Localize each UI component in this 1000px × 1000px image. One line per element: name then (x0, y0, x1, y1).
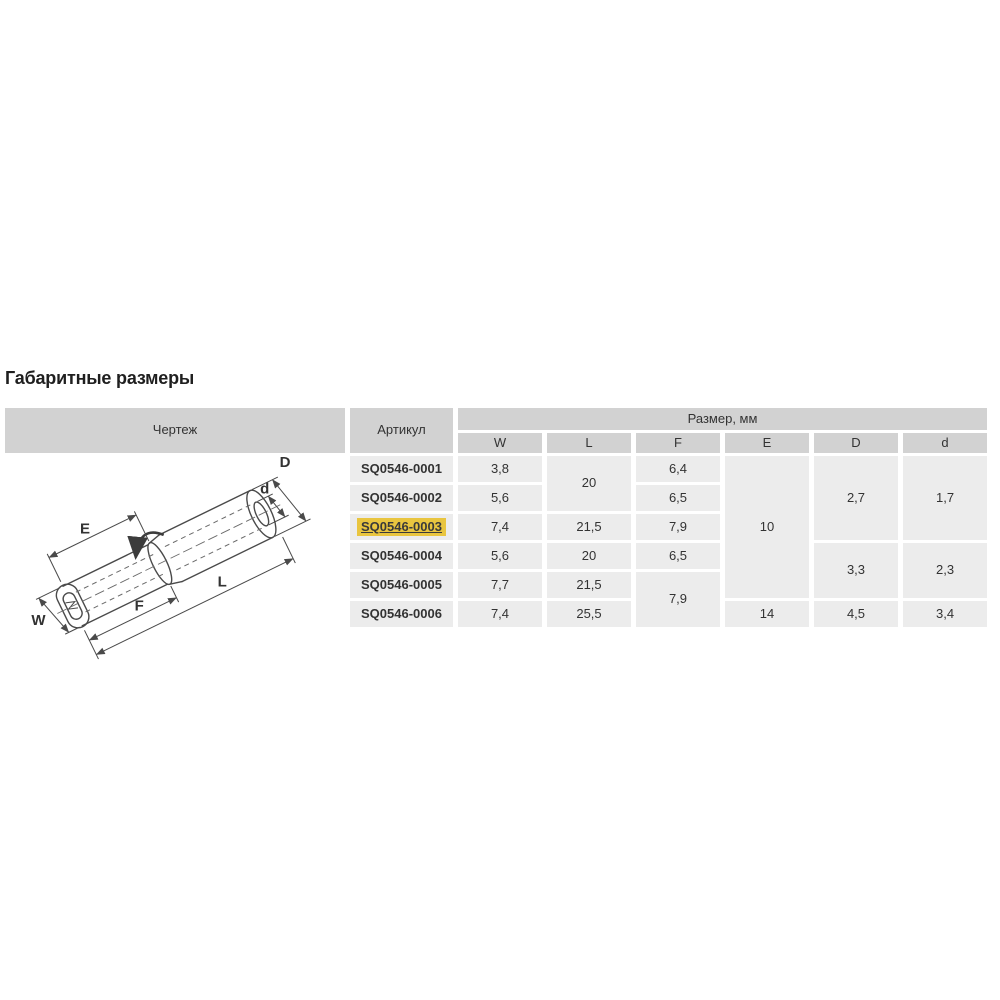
cell-f: 7,9 (636, 514, 720, 540)
cell-l: 20 (547, 543, 631, 569)
cell-l: 20 (547, 456, 631, 511)
highlighted-article-link[interactable]: SQ0546-0003 (357, 518, 446, 536)
article-cell-highlighted (350, 514, 453, 540)
dim-label-w: W (31, 611, 46, 629)
col-header-l: L (547, 433, 631, 453)
article-cell: SQ0546-0001 (350, 456, 453, 482)
cell-big-d: 3,3 (814, 543, 898, 598)
cell-small-d: 1,7 (903, 456, 987, 540)
terminal-body (46, 480, 294, 637)
article-cell: SQ0546-0004 (350, 543, 453, 569)
article-cell: SQ0546-0005 (350, 572, 453, 598)
article-cell: SQ0546-0002 (350, 485, 453, 511)
dim-label-l: L (217, 573, 227, 591)
dim-label-f: F (134, 597, 144, 615)
dim-label-big-d: D (279, 453, 291, 471)
cell-w: 5,6 (458, 485, 542, 511)
cell-e: 10 (725, 456, 809, 598)
article-cell: SQ0546-0006 (350, 601, 453, 627)
drawing-cell (5, 453, 345, 629)
cell-small-d: 2,3 (903, 543, 987, 598)
col-header-w: W (458, 433, 542, 453)
dimension-lines (20, 443, 325, 672)
dim-label-small-d: d (260, 480, 270, 498)
cell-small-d: 3,4 (903, 601, 987, 627)
cell-l: 21,5 (547, 572, 631, 598)
cell-l: 25,5 (547, 601, 631, 627)
cell-f: 6,4 (636, 456, 720, 482)
cell-e: 14 (725, 601, 809, 627)
col-header-small-d: d (903, 433, 987, 453)
terminal-drawing-image (7, 450, 343, 662)
cell-w: 7,4 (458, 514, 542, 540)
col-header-big-d: D (814, 433, 898, 453)
col-header-drawing: Чертеж (5, 408, 345, 453)
col-header-article: Артикул (350, 408, 453, 453)
cell-w: 3,8 (458, 456, 542, 482)
cell-w: 5,6 (458, 543, 542, 569)
cell-w: 7,4 (458, 601, 542, 627)
dimensions-table (0, 405, 992, 630)
cell-f: 6,5 (636, 485, 720, 511)
cell-f: 7,9 (636, 572, 720, 627)
cell-l: 21,5 (547, 514, 631, 540)
page-title: Габаритные размеры (5, 368, 195, 388)
cell-f: 6,5 (636, 543, 720, 569)
cell-big-d: 4,5 (814, 601, 898, 627)
cell-w: 7,7 (458, 572, 542, 598)
col-header-f: F (636, 433, 720, 453)
cell-big-d: 2,7 (814, 456, 898, 540)
col-header-e: E (725, 433, 809, 453)
dim-label-e: E (79, 520, 90, 538)
col-header-size-group: Размер, мм (458, 408, 987, 430)
